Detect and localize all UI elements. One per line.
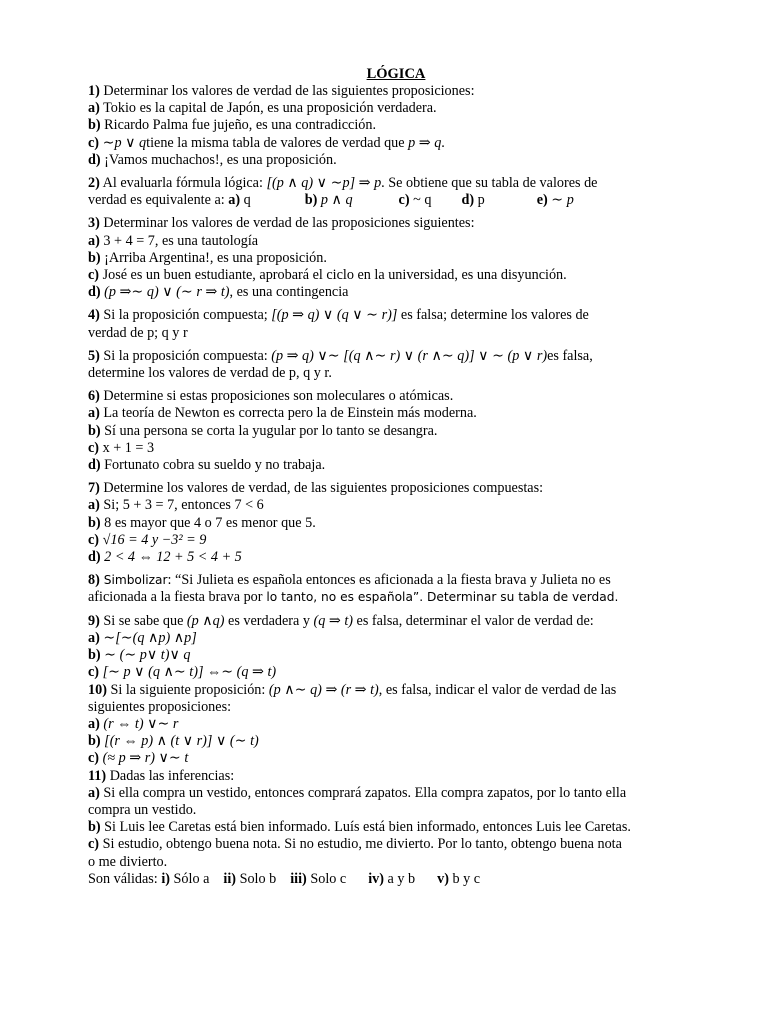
option-text: b y c (452, 870, 481, 887)
math-expression: (p ⇒∼ q) ∨ (∼ r ⇒ t) (104, 284, 230, 301)
question-number: 8) (88, 572, 100, 589)
option-text: ¡Vamos muchachos!, es una proposición. (100, 151, 337, 168)
question-stem: verdad es equivalente a: (88, 192, 229, 209)
question-number: 11) (88, 767, 107, 784)
option-label: b) (88, 117, 101, 134)
option-text: ∼ p (551, 192, 574, 209)
option-label: a) (228, 192, 241, 209)
option-label: b) (304, 192, 318, 209)
question-stem: Determine si estas proposiciones son moleculares o atómicas. (99, 388, 454, 405)
option-label: c) (88, 750, 100, 767)
math-expression: [∼ p ∨ (q ∧∼ t)] ⇔∼ (q ⇒ t) (102, 664, 277, 681)
question-stem: siguientes proposiciones: (88, 698, 232, 715)
question-stem: es falsa, determinar el valor de verdad de: (353, 612, 594, 629)
option-label: b) (88, 514, 101, 531)
option-label: a) (88, 784, 100, 801)
question-number: 2) (88, 175, 100, 192)
option-label: v) (437, 870, 449, 887)
math-expression: √16 = 4 y −3² = 9 (102, 531, 207, 548)
math-expression: [(r ⇔ p) ∧ (t ∨ r)] ∨ (∼ t) (104, 733, 259, 750)
option-label: a) (88, 232, 100, 249)
question-stem: verdad de p; q y r (88, 324, 188, 341)
option-label: b) (88, 249, 101, 266)
option-label: d) (88, 284, 101, 301)
question-label: Simbolizar (99, 573, 168, 588)
option-text: Tokio es la capital de Japón, es una proposición verdadera. (99, 100, 437, 117)
question-8 (88, 572, 728, 606)
question-number: 1) (88, 83, 100, 99)
option-label: d) (88, 151, 101, 168)
question-stem: determine los valores de verdad de p, q y r. (88, 365, 332, 382)
option-label: c) (88, 134, 100, 151)
question-stem: . Se obtiene que su tabla de valores de (381, 175, 598, 192)
question-number: 4) (88, 307, 100, 324)
question-stem: Determinar los valores de verdad de las proposiciones siguientes: (99, 215, 475, 232)
option-text: , es una contingencia (229, 284, 349, 301)
math-expression: ∼p ∨ q (102, 134, 147, 151)
option-label: b) (88, 422, 101, 439)
option-label: b) (88, 733, 101, 750)
option-label: d) (88, 457, 101, 474)
math-expression: (p ∧q) (186, 612, 225, 629)
option-label: iii) (290, 870, 307, 887)
question-stem: Si se sabe que (99, 612, 187, 629)
option-text: Sí una persona se corta la yugular por lo tanto se desangra. (100, 422, 438, 439)
question-11 (88, 768, 728, 888)
option-text: compra un vestido. (88, 801, 197, 818)
math-expression: (p ⇒ q) ∨∼ [(q ∧∼ r) ∨ (r ∧∼ q)] ∨ ∼ (p ∨ r) (271, 347, 548, 364)
option-label: b) (88, 647, 101, 664)
question-stem: aficionada a la fiesta brava por (88, 589, 263, 606)
question-stem: Al evaluarla fórmula lógica: (99, 175, 267, 192)
question-number: 9) (88, 612, 100, 629)
option-text: Solo c (310, 870, 347, 887)
option-label: a) (88, 715, 100, 732)
question-3 (88, 215, 728, 301)
question-stem: Si la proposición compuesta; (99, 307, 272, 324)
question-stem: , es falsa, indicar el valor de verdad de las (378, 681, 617, 698)
question-stem: Determinar los valores de verdad de las siguientes proposiciones: (99, 83, 475, 99)
option-label: c) (398, 192, 410, 209)
option-label: ii) (223, 870, 237, 887)
option-text: ¡Arriba Argentina!, es una proposición. (100, 249, 327, 266)
option-text: a y b (387, 870, 416, 887)
option-label: a) (88, 629, 100, 646)
option-text: Si estudio, obtengo buena nota. Si no estudio, me divierto. Por lo tanto, obtengo buena nota (99, 836, 622, 853)
question-number: 5) (88, 347, 100, 364)
math-expression: ∼[∼(q ∧p) ∧p] (103, 629, 197, 646)
option-text: 8 es mayor que 4 o 7 es menor que 5. (100, 514, 316, 531)
option-label: c) (88, 439, 100, 456)
option-label: c) (88, 531, 100, 548)
option-label: b) (88, 819, 101, 836)
option-text: p ∧ q (320, 192, 353, 209)
option-label: c) (88, 836, 100, 853)
question-stem: Determine los valores de verdad, de las siguientes proposiciones compuestas: (99, 480, 544, 497)
option-label: a) (88, 405, 100, 422)
question-stem: es falsa; determine los valores de (397, 307, 589, 324)
question-2 (88, 175, 728, 209)
question-stem: Si la proposición compuesta: (99, 347, 272, 364)
question-number: 10) (88, 681, 107, 698)
math-expression: (r ⇔ t) ∨∼ r (103, 715, 179, 732)
option-text: x + 1 = 3 (99, 439, 155, 456)
option-label: a) (88, 100, 100, 117)
question-number: 7) (88, 480, 100, 497)
option-text: 3 + 4 = 7, es una tautología (99, 232, 259, 249)
question-5 (88, 348, 728, 382)
option-text: José es un buen estudiante, aprobará el ciclo en la universidad, es una disyunción. (99, 267, 567, 284)
option-text: Sólo a (173, 870, 210, 887)
answers-intro: Son válidas: (88, 870, 162, 887)
option-text: p (477, 192, 485, 209)
option-label: i) (161, 870, 170, 887)
option-label: d) (88, 549, 101, 566)
math-expression: 2 < 4 ⇔ 12 + 5 < 4 + 5 (104, 549, 242, 566)
question-stem: es falsa, (547, 347, 593, 364)
question-9 (88, 613, 728, 682)
question-stem: Dadas las inferencias: (106, 767, 235, 784)
question-number: 6) (88, 388, 100, 405)
option-text: o me divierto. (88, 853, 168, 870)
question-stem: : “Si Julieta es española entonces es aficionada a la fiesta brava y Julieta no es (167, 572, 611, 589)
option-text: Si; 5 + 3 = 7, entonces 7 < 6 (99, 497, 264, 514)
math-expression: (p ∧∼ q) ⇒ (r ⇒ t) (268, 681, 379, 698)
math-expression: [(p ⇒ q) ∨ (q ∨ ∼ r)] (271, 307, 398, 324)
question-10 (88, 682, 728, 768)
question-stem: lo tanto, no es española”. Determinar su tabla de verdad. (262, 590, 619, 605)
option-label: d) (461, 192, 475, 209)
math-expression: (q ⇒ t) (313, 612, 353, 629)
option-text: Fortunato cobra su sueldo y no trabaja. (100, 457, 326, 474)
question-1: 1) Determinar los valores de verdad de las siguientes proposiciones: a) Tokio es la capital de Japón, es una proposición verdadera. b) Ricardo Palma fue jujeño, es una contradicción. c) ∼p ∨ qtiene la misma tabla de valores de verdad que p ⇒ q. d) ¡Vamos muchachos!, es una proposición. (88, 83, 475, 168)
option-text: q (243, 192, 251, 209)
option-text: Si ella compra un vestido, entonces comprará zapatos. Ella compra zapatos, por lo tanto ella (99, 784, 627, 801)
question-number: 3) (88, 215, 100, 232)
question-4 (88, 307, 728, 341)
math-expression: p ⇒ q (408, 134, 442, 151)
page-title: LÓGICA (366, 66, 426, 82)
question-7 (88, 480, 728, 566)
math-expression: (≈ p ⇒ r) ∨∼ t (102, 750, 189, 767)
option-label: a) (88, 497, 100, 514)
question-stem: es verdadera y (224, 612, 314, 629)
option-label: c) (88, 664, 100, 681)
question-6 (88, 388, 728, 474)
question-stem: Si la siguiente proposición: (106, 681, 269, 698)
option-text: tiene la misma tabla de valores de verdad que (146, 134, 409, 151)
option-label: c) (88, 267, 100, 284)
option-text: Solo b (239, 870, 277, 887)
option-text: La teoría de Newton es correcta pero la de Einstein más moderna. (99, 405, 477, 422)
option-text: ~ q (413, 192, 432, 209)
option-label: iv) (368, 870, 384, 887)
option-text: Ricardo Palma fue jujeño, es una contradicción. (100, 117, 377, 134)
option-label: e) (536, 192, 548, 209)
option-text: Si Luis lee Caretas está bien informado. Luís está bien informado, entonces Luis lee Caretas. (100, 819, 631, 836)
math-expression: ∼ (∼ p∨ t)∨ q (104, 647, 191, 664)
math-expression: [(p ∧ q) ∨ ∼p] ⇒ p (266, 175, 382, 192)
